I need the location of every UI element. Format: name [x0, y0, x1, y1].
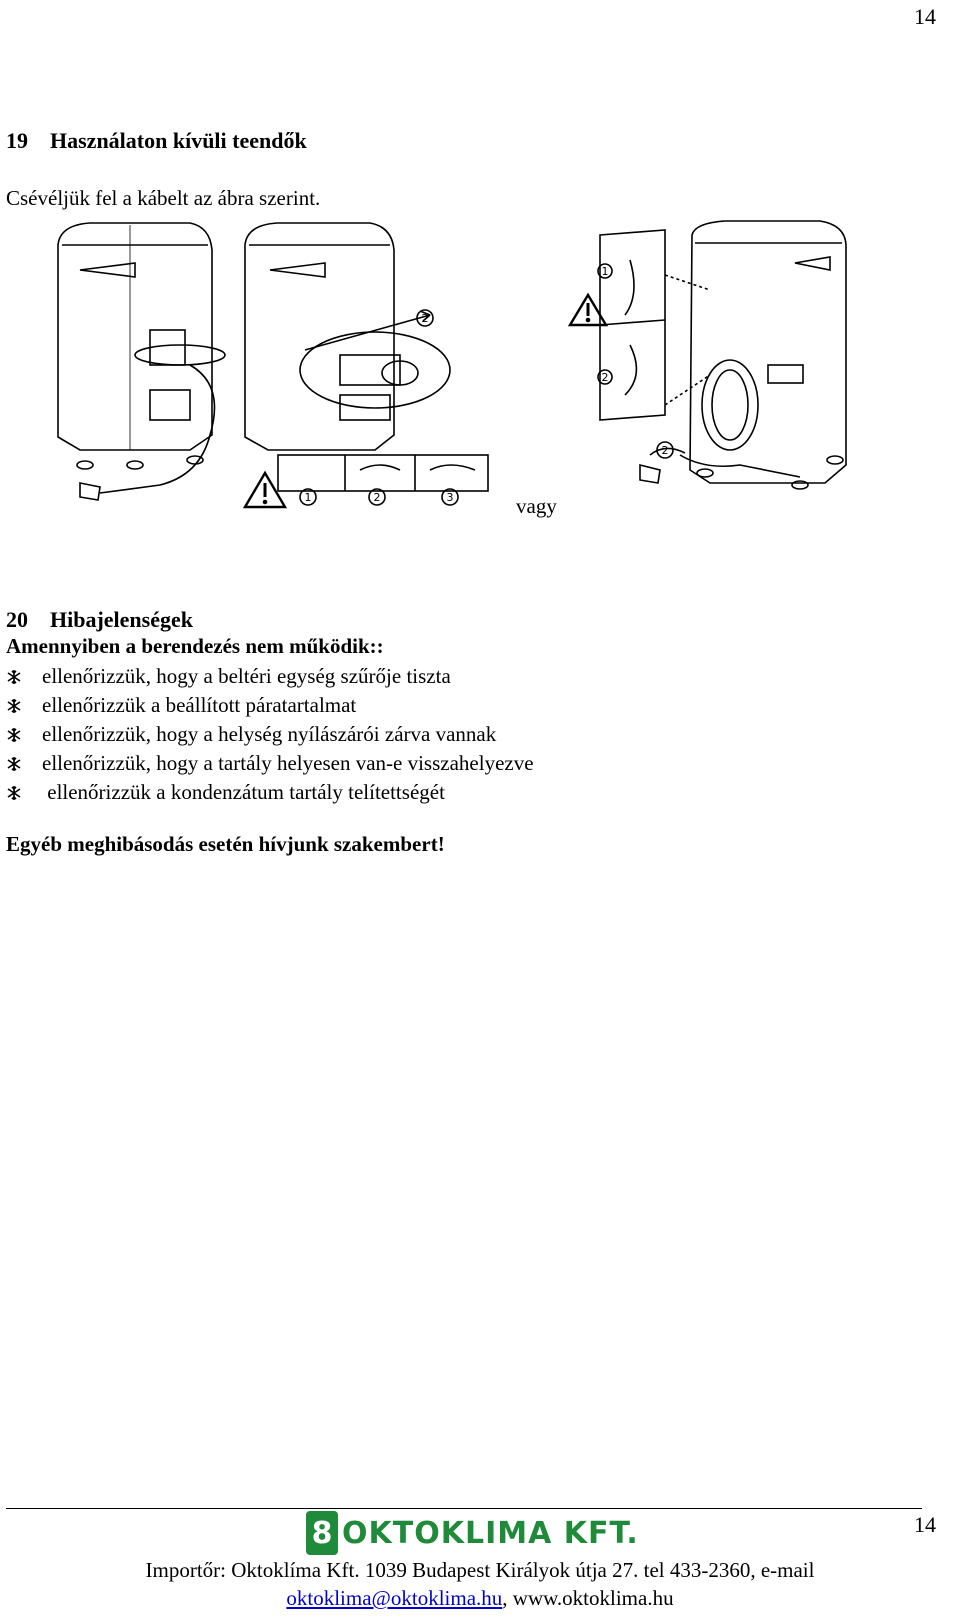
page-number-footer: 14 [914, 1512, 936, 1537]
page-number-top: 14 [914, 4, 936, 29]
list-item [6, 720, 534, 749]
or-label: vagy [516, 494, 557, 518]
panel-1-label: 1 [601, 265, 609, 278]
logo-mark: 8 [306, 1511, 338, 1555]
bullet-text: ellenőrizzük a kondenzátum tartály telítettségét [42, 780, 445, 804]
snowflake-icon [6, 669, 42, 685]
list-item [6, 691, 534, 720]
panel-2-label: 2 [601, 371, 609, 384]
closing-note: Egyéb meghibásodás esetén hívjunk szakembert! [6, 832, 445, 856]
email-link[interactable]: oktoklima@oktoklima.hu [286, 1586, 503, 1610]
section-19-number: 19 [6, 128, 28, 153]
cable-winding-drawing [40, 215, 890, 515]
list-item [6, 778, 534, 807]
bullet-text: ellenőrizzük, hogy a tartály helyesen van-e visszahelyezve [42, 751, 534, 775]
section-19-heading [6, 128, 307, 154]
list-item [6, 749, 534, 778]
snowflake-icon [6, 756, 42, 772]
bullet-text: ellenőrizzük, hogy a helység nyílászárói zárva vannak [42, 722, 497, 746]
bullet-text: ellenőrizzük a beállított páratartalmat [42, 693, 357, 717]
rotate-step-label: 2 [421, 312, 429, 325]
footer-divider [6, 1508, 922, 1509]
snowflake-icon [6, 727, 42, 743]
troubleshooting-list [6, 662, 534, 807]
section-20-number: 20 [6, 607, 28, 632]
snowflake-icon [6, 698, 42, 714]
footer-separator: , [502, 1586, 513, 1610]
footer-contact [0, 1586, 960, 1611]
company-logo [306, 1510, 639, 1556]
step-3-label: 3 [446, 491, 454, 504]
section-20-title: Hibajelenségek [50, 607, 193, 632]
snowflake-icon [6, 785, 42, 801]
bullet-text: ellenőrizzük, hogy a beltéri egység szűrője tiszta [42, 664, 451, 688]
section-20-heading [6, 607, 193, 633]
section-19-intro: Csévéljük fel a kábelt az ábra szerint. [6, 186, 321, 210]
section-19-title: Használaton kívüli teendők [50, 128, 307, 153]
website-text: www.oktoklima.hu [512, 1586, 674, 1610]
step-1-label: 1 [304, 491, 312, 504]
footer-address: Importőr: Oktoklíma Kft. 1039 Budapest Királyok útja 27. tel 433-2360, e-mail [145, 1558, 815, 1582]
plug-step-label: 2 [661, 444, 669, 457]
section-20-lead: Amennyiben a berendezés nem működik:: [6, 634, 384, 658]
cable-winding-illustration [40, 215, 890, 515]
list-item [6, 662, 534, 691]
logo-text: OKTOKLIMA KFT. [342, 1515, 639, 1551]
step-2-label: 2 [373, 491, 381, 504]
